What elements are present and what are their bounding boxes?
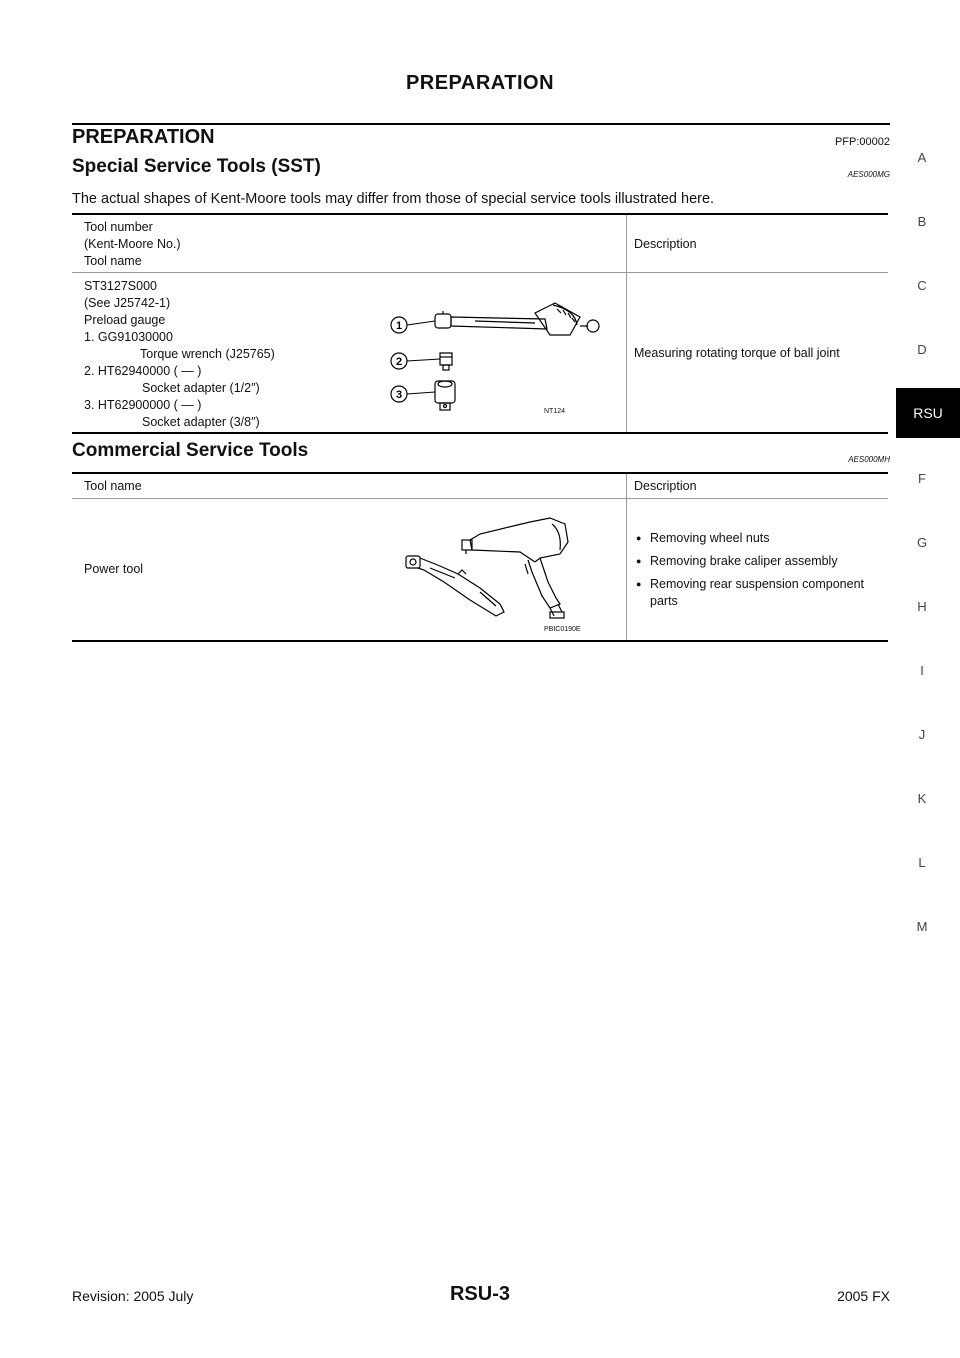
cst-table-bottom-border [72,640,888,642]
sst-figure-code: NT124 [544,408,566,415]
index-tab-l[interactable]: L [918,855,926,870]
callout-1: 1 [395,320,403,332]
cst-bullet-3: ● Removing rear suspension component parts [636,576,886,610]
footer-revision: Revision: 2005 July [72,1288,194,1304]
cst-table-top-border [72,472,888,474]
sst-header-tool-number: Tool number (Kent-Moore No.) Tool name [84,220,181,268]
callout-2: 2 [395,356,403,368]
sst-code: AES000MG [847,170,890,179]
footer-page-number: RSU-3 [449,1283,510,1305]
sst-column-divider [626,215,627,433]
index-tab-c[interactable]: C [917,278,927,293]
cst-header-tool-name: Tool name [84,479,142,493]
index-tab-i[interactable]: I [920,663,924,678]
index-tab-k[interactable]: K [917,791,927,806]
cst-description-list [636,530,886,616]
sst-table-bottom-border [72,432,888,434]
header-rule [72,123,890,125]
index-tab-rsu-active[interactable]: RSU [896,388,960,438]
sst-header-divider [72,272,888,273]
index-tab-h[interactable]: H [917,599,927,614]
footer-model: 2005 FX [837,1288,890,1304]
cst-code: AES000MH [848,455,890,464]
index-tab-a[interactable]: A [917,150,927,165]
cst-column-divider [626,474,627,640]
sst-note: The actual shapes of Kent-Moore tools may differ from those of special service tools illustrated here. [72,191,715,207]
cst-bullet-1: ● Removing wheel nuts [636,530,886,547]
cst-title: Commercial Service Tools [72,440,309,461]
sst-description: Measuring rotating torque of ball joint [634,346,840,360]
cst-tool-name: Power tool [84,562,144,576]
power-tool-illustration [400,512,590,624]
sst-title: Special Service Tools (SST) [72,156,321,177]
section-title: PREPARATION [72,126,215,148]
cst-figure-code: PBIC0190E [544,626,581,633]
page-header-title: PREPARATION [405,72,555,94]
callout-3: 3 [395,389,403,401]
section-code: PFP:00002 [834,136,890,148]
index-tab-j[interactable]: J [918,727,926,742]
index-tab-d[interactable]: D [917,342,927,357]
sst-tool-details: ST3127S000 (See J25742-1) Preload gauge 1. GG91030000 Torque wrench (J25765) 2. HT62940000 ( — ) Socket adapter (1/2″) 3. HT62900000 ( — ) Socket adapter (3/8″) [84,279,275,429]
index-tab-m[interactable]: M [916,919,928,934]
index-tab-g[interactable]: G [916,535,928,550]
cst-header-divider [72,498,888,499]
sst-header-description: Description [634,237,697,251]
index-tab-b[interactable]: B [917,214,927,229]
cst-header-description: Description [634,479,697,493]
sst-table-top-border [72,213,888,215]
preload-gauge-illustration [385,295,615,420]
cst-bullet-2: ● Removing brake caliper assembly [636,553,886,570]
index-tab-f[interactable]: F [918,471,926,486]
